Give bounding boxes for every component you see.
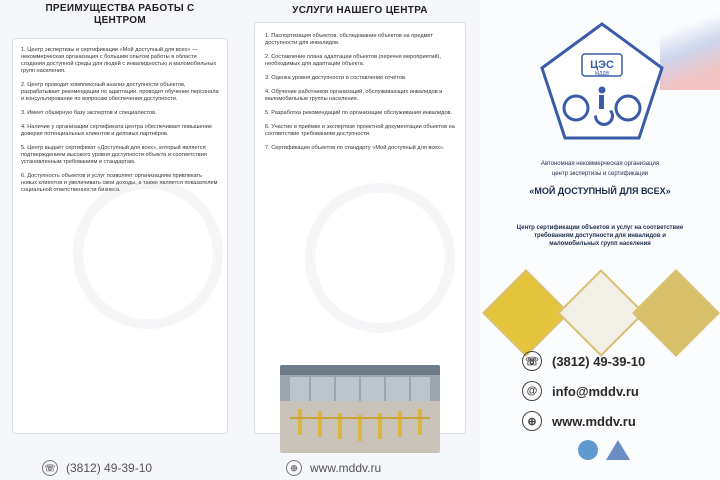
center-logo [538, 20, 666, 142]
email-icon: @ [522, 381, 542, 401]
footer-website-row [286, 460, 381, 476]
contact-website-text[interactable]: www.mddv.ru [552, 413, 636, 429]
phone-icon: ☏ [42, 460, 58, 476]
footer-phone-row [42, 460, 152, 476]
service-item: 4. Обучение работников организаций, обслуживающих инвалидов и маломобильные группы населения. [265, 89, 443, 102]
advantage-item: 4. Наличие у организации сертификата центра обеспечивает повышение доверия потенциальных клиентов и деловых партнёров. [21, 124, 212, 137]
advantage-item: 6. Доступность объектов и услуг позволяет организациям привлекать новых клиентов и увеличивать свои доходы, а также является показателем социальной ответственности бизнеса. [21, 173, 218, 193]
footer-phone-text: (3812) 49-39-10 [66, 461, 153, 475]
logo-subtext: МДДВ [594, 71, 610, 77]
contact-phone [522, 351, 645, 371]
globe-icon: ⊕ [286, 460, 302, 476]
org-line2: центр экспертизы и сертификации [551, 171, 649, 177]
contact-website[interactable] [522, 411, 636, 431]
partner-logo-1 [578, 440, 598, 460]
panel-advantages [0, 0, 240, 480]
contact-email-text[interactable]: info@mddv.ru [552, 383, 639, 399]
service-item: 1. Паспортизация объектов, обследование объектов на предмет доступности для инвалидов. [265, 33, 433, 46]
service-item: 5. Разработка рекомендаций по организации обслуживания инвалидов. [265, 110, 453, 116]
advantages-card [12, 38, 228, 434]
entrance-photo [280, 365, 440, 453]
phone-icon: ☏ [522, 351, 542, 371]
contact-phone-text: (3812) 49-39-10 [552, 353, 646, 369]
advantage-item: 1. Центр экспертизы и сертификации «Мой доступный для всех» — некоммерческая организация с большим опытом работы в области создания доступной среды для людей с инвалидностью и маломобильных групп населения. [21, 47, 217, 74]
panel-services [240, 0, 480, 480]
service-item: 3. Оценка уровня доступности и составление отчётов. [265, 75, 407, 81]
services-title: УСЛУГИ НАШЕГО ЦЕНТРА [292, 5, 428, 16]
org-description: Центр сертификации объектов и услуг на соответствие требованиям доступности для инвалидов и маломобильных групп населения [516, 225, 684, 247]
contact-email[interactable] [522, 381, 639, 401]
service-item: 7. Сертификация объектов по стандарту «Мой доступный для всех». [265, 145, 445, 151]
service-item: 2. Составление плана адаптации объектов (перечня мероприятий), необходимых для адаптации объекта. [265, 54, 441, 67]
watermark-graphic [73, 179, 223, 329]
service-item: 6. Участие в приёмке и экспертизе проектной документации объектов на соответствие требованиям доступности. [265, 124, 455, 137]
logo-text: ЦЭС [590, 59, 614, 71]
org-line1: Автономная некоммерческая организация [540, 161, 660, 167]
advantage-item: 2. Центр проводит комплексный анализ доступности объектов, разрабатывает рекомендации по адаптации, проводит обучение персонала и консультирование по вопросам обеспечения доступности. [21, 82, 219, 102]
entrance-photo-image [280, 365, 440, 453]
advantage-item: 5. Центр выдаёт сертификат «Доступный для всех», который является подтверждением высокого уровня доступности объекта и соответствия установленным требованиям и стандартам. [21, 145, 207, 165]
watermark-graphic [305, 183, 455, 333]
org-name: «МОЙ ДОСТУПНЫЙ ДЛЯ ВСЕХ» [529, 186, 671, 196]
footer-website-text: www.mddv.ru [310, 461, 382, 475]
flag-decoration [660, 0, 720, 90]
globe-icon: ⊕ [522, 411, 542, 431]
advantage-item: 3. Имеет обширную базу экспертов и специалистов. [21, 110, 157, 116]
advantages-title: ПРЕИМУЩЕСТВА РАБОТЫ С ЦЕНТРОМ [45, 3, 195, 26]
